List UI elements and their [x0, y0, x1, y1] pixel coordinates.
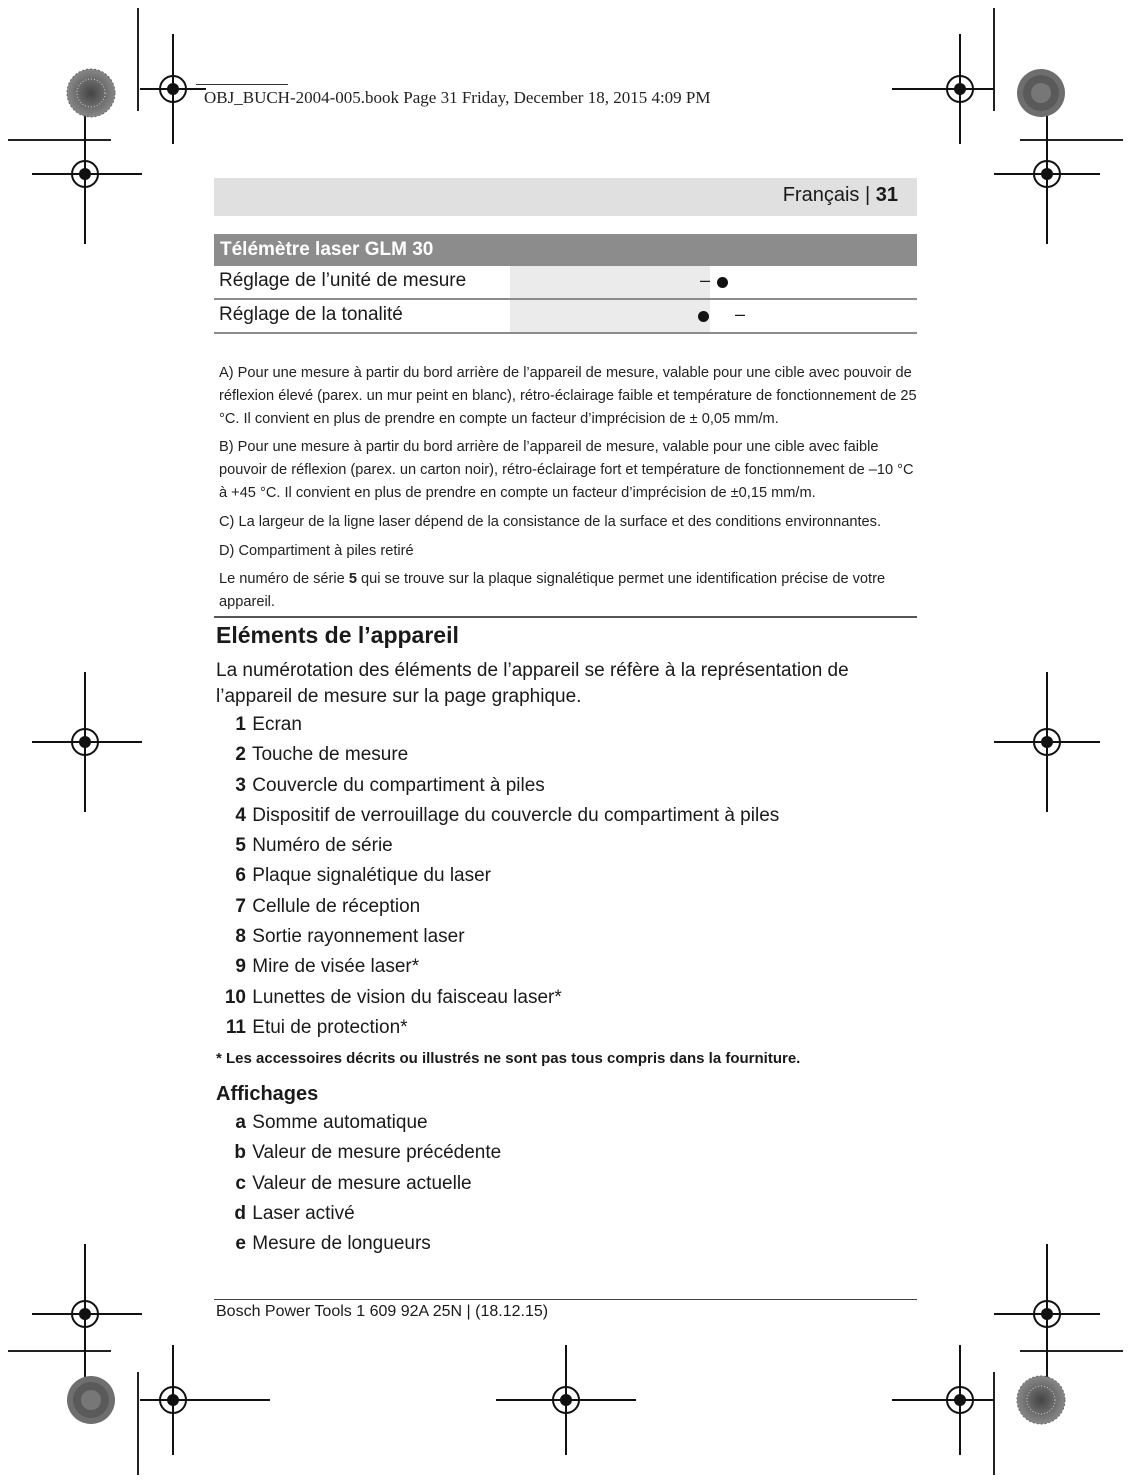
header-language: Français	[782, 184, 860, 206]
footnote-c: C) La largeur de la ligne laser dépend de la consistance de la surface et des conditions environnantes.	[219, 514, 881, 530]
list-item	[216, 1233, 501, 1263]
footnote-a: A) Pour une mesure à partir du bord arrière de l’appareil de mesure, valable pour une cible avec pouvoir de réflexion élevé (parex. un mur peint en blanc), rétro-éclairage faible et température de fonctionnement de 25 °C. Il convient en plus de prendre en compte un facteur d’imprécision de ± 0,05 mm/m.	[219, 365, 917, 427]
item-text: Mesure de longueurs	[252, 1233, 431, 1255]
list-item	[216, 744, 779, 774]
table-cell-dash: –	[700, 270, 711, 290]
item-letter: c	[235, 1172, 246, 1194]
item-letter: e	[235, 1233, 246, 1255]
list-item	[216, 714, 779, 744]
registration-mark-icon	[32, 1244, 142, 1384]
table-row	[214, 300, 917, 334]
item-text: Valeur de mesure précédente	[252, 1142, 502, 1164]
table-row-label: Réglage de l’unité de mesure	[219, 270, 467, 291]
accessories-note: * Les accessoires décrits ou illustrés ne sont pas tous compris dans la fourniture.	[216, 1050, 801, 1067]
color-target-icon	[1016, 1375, 1066, 1425]
table-cell-dash: –	[735, 304, 746, 324]
registration-mark-icon	[994, 104, 1104, 244]
section-title: Eléments de l’appareil	[216, 622, 459, 648]
page-footer: Bosch Power Tools 1 609 92A 25N | (18.12.15)	[216, 1303, 549, 1320]
list-item	[216, 805, 779, 835]
item-number: 6	[235, 865, 246, 887]
item-text: Touche de mesure	[251, 744, 409, 766]
list-item	[216, 1112, 501, 1142]
table-cell-dot	[717, 277, 728, 288]
crop-mark	[137, 1372, 139, 1475]
item-number: 9	[235, 956, 246, 978]
registration-mark-icon	[140, 1345, 270, 1455]
print-header-rule	[196, 84, 288, 85]
list-item	[216, 1142, 501, 1172]
table-row	[214, 266, 917, 300]
item-text: Plaque signalétique du laser	[252, 865, 492, 887]
section-divider	[214, 616, 917, 618]
registration-mark-icon	[496, 1345, 636, 1455]
table-cell-dot	[698, 311, 709, 322]
list-item	[216, 926, 779, 956]
item-number: 5	[235, 835, 246, 857]
item-text: Mire de visée laser*	[252, 956, 420, 978]
list-item	[216, 987, 779, 1017]
item-number: 4	[235, 804, 246, 826]
footnote-d: D) Compartiment à piles retiré	[219, 543, 414, 559]
page-header	[783, 184, 898, 207]
list-item	[216, 835, 779, 865]
component-list	[216, 714, 779, 1047]
color-target-icon	[1016, 68, 1066, 118]
table-row-label: Réglage de la tonalité	[219, 304, 403, 325]
registration-mark-icon	[32, 672, 142, 812]
item-text: Valeur de mesure actuelle	[252, 1172, 472, 1194]
list-item	[216, 956, 779, 986]
table-cell-shade	[510, 266, 710, 298]
item-text: Laser activé	[252, 1202, 355, 1224]
color-target-icon	[66, 1375, 116, 1425]
item-text: Ecran	[252, 714, 302, 735]
registration-mark-icon	[140, 34, 206, 144]
list-item	[216, 896, 779, 926]
item-letter: b	[234, 1142, 246, 1164]
spec-table	[214, 234, 917, 334]
serial-note-number: 5	[348, 571, 357, 587]
registration-mark-icon	[994, 672, 1104, 812]
item-text: Etui de protection*	[252, 1016, 408, 1038]
serial-note	[219, 568, 919, 614]
header-separator: |	[864, 184, 871, 206]
crop-mark	[137, 8, 139, 111]
item-text: Numéro de série	[252, 835, 393, 857]
item-text: Dispositif de verrouillage du couvercle du compartiment à piles	[252, 804, 780, 826]
registration-mark-icon	[892, 1345, 1032, 1455]
serial-note-after: qui se trouve sur la plaque signalétique permet une identification précise de votre appareil.	[219, 571, 886, 610]
item-number: 7	[235, 895, 246, 917]
item-number: 2	[235, 744, 246, 766]
footnote-b: B) Pour une mesure à partir du bord arrière de l’appareil de mesure, valable pour une cible avec faible pouvoir de réflexion (parex. un carton noir), rétro-éclairage fort et température de fonctionnement de –10 °C à +45 °C. Il convient en plus de prendre en compte un facteur d’imprécision de ±0,15 mm/m.	[219, 439, 914, 501]
list-item	[216, 1173, 501, 1203]
color-target-icon	[66, 68, 116, 118]
item-letter: d	[234, 1202, 246, 1224]
item-text: Somme automatique	[252, 1112, 428, 1133]
item-text: Couvercle du compartiment à piles	[252, 774, 545, 796]
item-number: 10	[224, 986, 246, 1008]
item-number: 1	[235, 714, 246, 735]
item-text: Sortie rayonnement laser	[252, 926, 465, 948]
print-header: OBJ_BUCH-2004-005.book Page 31 Friday, December 18, 2015 4:09 PM	[204, 88, 711, 107]
section-intro: La numérotation des éléments de l’appareil se réfère à la représentation de l’appareil de mesure sur la page graphique.	[216, 660, 849, 707]
item-text: Cellule de réception	[252, 895, 421, 917]
list-item	[216, 865, 779, 895]
footer-rule	[214, 1299, 917, 1300]
header-page-number: 31	[875, 184, 898, 206]
table-cell-shade	[510, 300, 710, 332]
item-number: 8	[235, 926, 246, 948]
serial-note-before: Le numéro de série	[219, 571, 349, 587]
list-item	[216, 775, 779, 805]
item-number: 3	[235, 774, 246, 796]
table-title: Télémètre laser GLM 30	[214, 234, 917, 266]
item-text: Lunettes de vision du faisceau laser*	[252, 986, 562, 1008]
registration-mark-icon	[32, 104, 142, 244]
display-list	[216, 1112, 501, 1263]
list-item	[216, 1203, 501, 1233]
list-item	[216, 1017, 779, 1047]
item-number: 11	[225, 1016, 246, 1038]
display-section-title: Affichages	[216, 1083, 319, 1105]
item-letter: a	[235, 1112, 246, 1133]
